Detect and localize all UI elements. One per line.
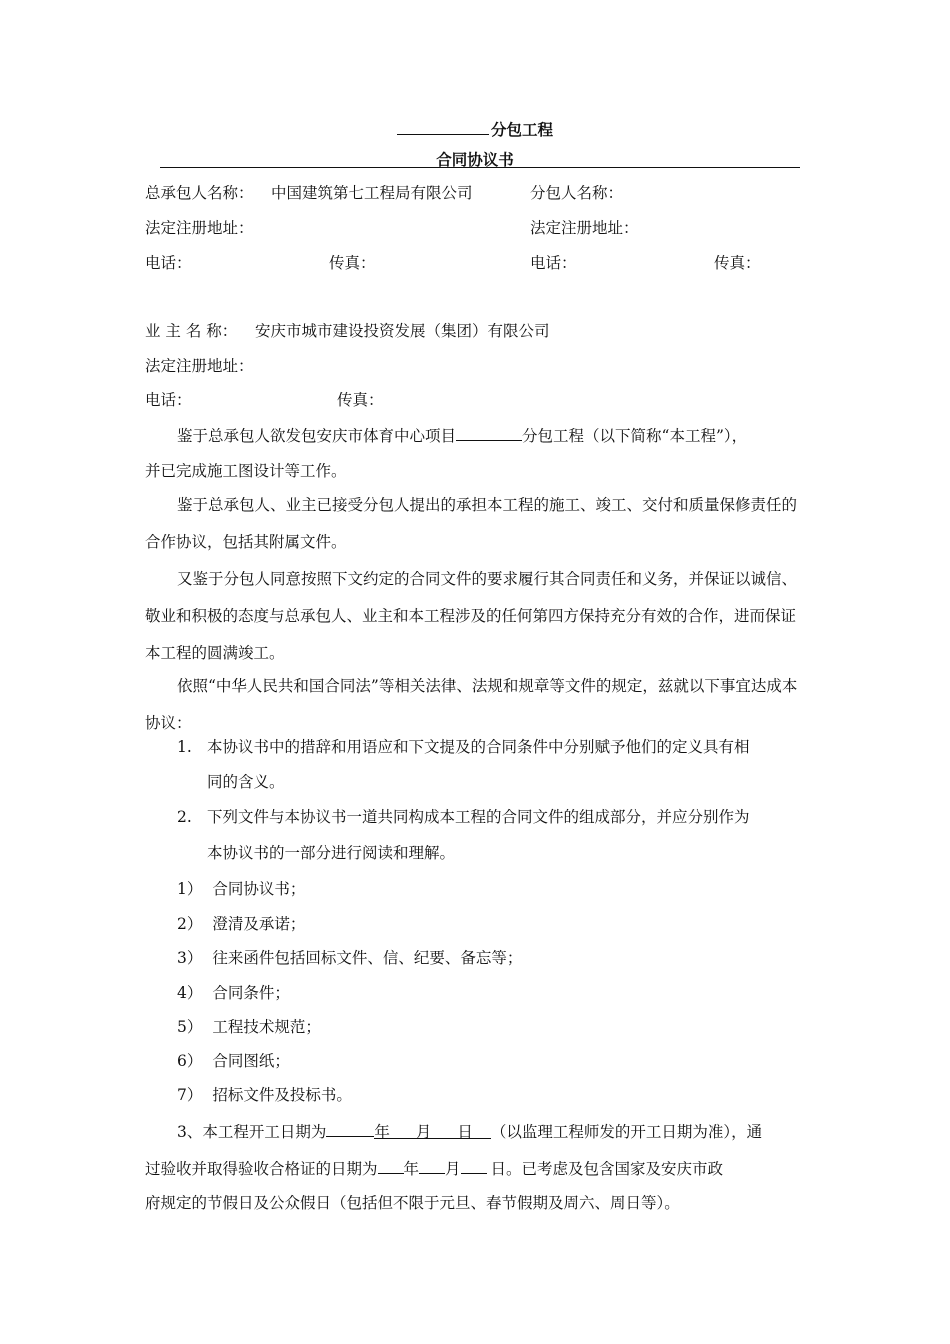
subcontract-name-blank[interactable] (456, 424, 522, 441)
intro-paragraph-1: 鉴于总承包人欲发包安庆市体育中心项目 分包工程（以下简称“本工程”）， (177, 424, 747, 446)
completion-day-blank[interactable] (461, 1157, 487, 1174)
intro-paragraph-3: 又鉴于分包人同意按照下文约定的合同文件的要求履行其合同责任和义务，并保证以诚信、敬业和积极的态度与总承包人、业主和本工程涉及的任何第四方保持充分有效的合作，进而保证本工程的圆满竣工。 (145, 570, 798, 662)
contractor-fax-label: 传真： (329, 254, 376, 272)
subcontractor-fax-label: 传真： (714, 254, 761, 272)
owner-fax-label: 传真： (337, 391, 384, 409)
clause-3-text-cont: 过验收并取得验收合格证的日期为 年 月 日。已考虑及包含国家及安庆市政 (145, 1157, 723, 1179)
contractor-phone-label: 电话： (145, 254, 192, 272)
owner-label: 业 主 名 称： (145, 322, 238, 340)
subcontractor-address-label: 法定注册地址： (530, 219, 639, 237)
list-item: 6） 合同图纸； (177, 1052, 290, 1070)
list-item: 4） 合同条件； (177, 984, 290, 1002)
contractor-label: 总承包人名称： (145, 184, 254, 202)
list-item: 2） 澄清及承诺； (177, 915, 306, 933)
project-name-blank[interactable] (397, 120, 489, 135)
clause-2-text-cont: 本协议书的一部分进行阅读和理解。 (207, 844, 456, 862)
intro-paragraph-2: 鉴于总承包人、业主已接受分包人提出的承担本工程的施工、竣工、交付和质量保修责任的合作协议，包括其附属文件。 (145, 496, 798, 551)
list-item: 1） 合同协议书； (177, 880, 306, 898)
list-item: 7） 招标文件及投标书。 (177, 1086, 352, 1104)
clause-1-number: 1. (177, 738, 192, 756)
contractor-address-label: 法定注册地址： (145, 219, 254, 237)
clause-3-text-cont-2: 府规定的节假日及公众假日（包括但不限于元旦、春节假期及周六、周日等）。 (145, 1194, 680, 1212)
subcontractor-phone-label: 电话： (530, 254, 577, 272)
intro-paragraph-1-cont: 并已完成施工图设计等工作。 (145, 462, 347, 480)
document-subtitle: 合同协议书 (436, 151, 514, 169)
clause-2-text: 下列文件与本协议书一道共同构成本工程的合同文件的组成部分，并应分别作为 (207, 808, 750, 826)
title-divider (160, 167, 800, 168)
clause-3-text: 3、本工程开工日期为 年 月 日 （以监理工程师发的开工日期为准），通 (177, 1120, 762, 1142)
owner-phone-label: 电话： (145, 391, 192, 409)
list-item: 3） 往来函件包括回标文件、信、纪要、备忘等； (177, 949, 523, 967)
start-year-blank[interactable] (326, 1120, 374, 1137)
owner-name: 安庆市城市建设投资发展（集团）有限公司 (255, 322, 550, 340)
owner-address-label: 法定注册地址： (145, 357, 254, 375)
clause-1-text: 本协议书中的措辞和用语应和下文提及的合同条件中分别赋予他们的定义具有相 (207, 738, 750, 756)
intro-paragraph-4: 依照“中华人民共和国合同法”等相关法律、法规和规章等文件的规定，兹就以下事宜达成本协议： (145, 677, 798, 732)
contractor-name: 中国建筑第七工程局有限公司 (271, 184, 473, 202)
clause-2-number: 2. (177, 808, 192, 826)
subcontractor-label: 分包人名称： (530, 184, 624, 202)
completion-year-blank[interactable] (378, 1157, 404, 1174)
completion-month-blank[interactable] (419, 1157, 445, 1174)
document-title: 分包工程 (0, 118, 950, 140)
list-item: 5） 工程技术规范； (177, 1018, 321, 1036)
clause-1-text-cont: 同的含义。 (207, 773, 285, 791)
